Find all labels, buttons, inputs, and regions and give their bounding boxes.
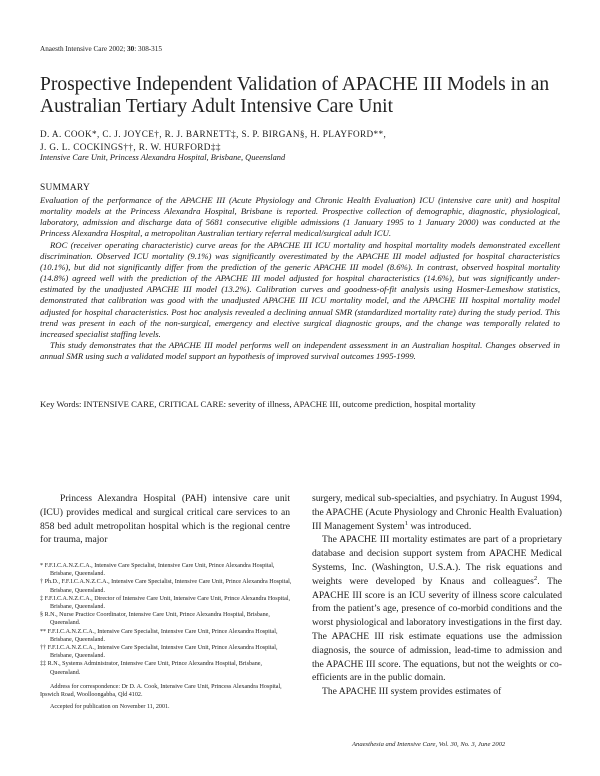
reference-marker: 1 — [404, 519, 409, 527]
correspondence-address: Address for correspondence: Dr D. A. Cook, Intensive Care Unit, Princess Alexandra Hospital, Ipswich Road, Woolloongabba, Qld 4102. — [40, 683, 282, 699]
page-footer: Anaesthesia and Intensive Care, Vol. 30, No. 3, June 2002 — [352, 741, 506, 748]
body-column-left — [40, 492, 290, 547]
abstract-paragraph-1: Evaluation of the performance of the APACHE III (Acute Physiology and Chronic Health Evaluation) ICU (intensive care unit) and hospital mortality models at the Princess Alexandra Hospital, Brisbane is reported. Prospective collection of demographic, diagnostic, physiological, laboratory, admission and discharge data of 5681 consecutive eligible admissions (1 January 1995 to 1 January 2000) was conducted at the Princess Alexandra Hospital, a metropolitan Australian tertiary referral medical/surgical adult ICU. — [40, 195, 560, 239]
body-paragraph-1 — [312, 492, 562, 533]
body-paragraph-2 — [312, 533, 562, 685]
reference-marker: 2 — [533, 574, 538, 582]
author-line-2: J. G. L. COCKINGS††, R. W. HURFORD‡‡ — [40, 141, 221, 152]
accepted-date: Accepted for publication on November 11, 2001. — [50, 704, 170, 711]
footnote: † Ph.D., F.F.I.C.A.N.Z.C.A., Intensive Care Specialist, Intensive Care Unit, Prince Alexandra Hospital, Brisbane, Queensland. — [40, 579, 292, 594]
summary-heading: SUMMARY — [40, 183, 91, 193]
author-footnotes — [40, 562, 292, 711]
affiliation: Intensive Care Unit, Princess Alexandra Hospital, Brisbane, Queensland — [40, 153, 286, 162]
abstract-paragraph-3: This study demonstrates that the APACHE III model performs well on independent assessment in an Australian hospital. Changes observed in annual SMR using such a validated model support an hypothesis of improved survival outcomes 1995-1999. — [40, 340, 560, 362]
footnote: ‡‡ R.N., Systems Administrator, Intensive Care Unit, Prince Alexandra Hospital, Brisbane, Queensland. — [40, 661, 262, 676]
author-list — [40, 128, 560, 153]
body-paragraph-1-text: surgery, medical sub-specialties, and psychiatry. In August 1994, the APACHE (Acute Physiology and Chronic Health Evaluation) III Management System — [312, 493, 562, 532]
footnote: †† F.F.I.C.A.N.Z.C.A., Intensive Care Specialist, Intensive Care Unit, Prince Alexandra Hospital, Brisbane, Queensland. — [40, 645, 278, 660]
keywords: Key Words: INTENSIVE CARE, CRITICAL CARE: severity of illness, APACHE III, outcome prediction, hospital mortality — [40, 399, 476, 409]
footnote: ** F.F.I.C.A.N.Z.C.A., Intensive Care Specialist, Intensive Care Unit, Prince Alexandra Hospital, Brisbane, Queensland. — [40, 628, 278, 643]
article-title: Prospective Independent Validation of APACHE III Models in an Australian Tertiary Adult Intensive Care Unit — [40, 74, 550, 117]
abstract-paragraph-2: ROC (receiver operating characteristic) curve areas for the APACHE III ICU mortality and hospital mortality models demonstrated excellent discrimination. Observed ICU mortality (9.1%) was significantly overestimated by the APACHE III model adjusted for hospital characteristics (10.1%), but did not significantly differ from the prediction of the generic APACHE III model (8.6%). In contrast, observed hospital mortality (14.8%) agreed well with the prediction of the APACHE III model adjusted for hospital characteristics (14.6%), but was significantly under-estimated by the unadjusted APACHE III model (13.2%). Calibration curves and goodness-of-fit analysis using Hosmer-Lemeshow statistics, demonstrated that calibration was good with the unadjusted APACHE III ICU mortality model, and the APACHE III hospital mortality model adjusted for hospital characteristics. Post hoc analysis revealed a declining annual SMR (standardized mortality rate) during the study period. This trend was present in each of the non-surgical, emergency and elective surgical diagnostic groups, and the change was temporally related to increased specialist staffing levels. — [40, 239, 560, 339]
footnote: * F.F.I.C.A.N.Z.C.A., Intensive Care Specialist, Intensive Care Unit, Prince Alexandra Hospital, Brisbane, Queensland. — [40, 563, 275, 578]
body-paragraph-3: The APACHE III system provides estimates of — [322, 686, 502, 698]
footnote: ‡ F.F.I.C.A.N.Z.C.A., Director of Intensive Care Unit, Intensive Care Unit, Prince Alexandra Hospital, Brisbane, Queensland. — [40, 595, 291, 611]
journal-pages: : 308-315 — [134, 45, 162, 53]
journal-volume: 30 — [127, 45, 135, 53]
journal-prefix: Anaesth Intensive Care 2002; — [40, 45, 128, 53]
body-column-right — [312, 492, 562, 699]
body-paragraph-2-end: . The APACHE III score is an ICU severity of illness score calculated from the patient’s age, presence of co-morbid conditions and the worst physiological and laboratory investigations in the first day. The APACHE III risk estimate equations use the admission diagnosis, the source of admission, lead-time to admission and the APACHE III score. The equations, but not the weights or co-efficients are in the public domain. — [312, 575, 562, 684]
journal-citation — [40, 45, 162, 53]
author-line-1: D. A. COOK*, C. J. JOYCE†, R. J. BARNETT‡, S. P. BIRGAN§, H. PLAYFORD**, — [40, 129, 387, 139]
footnote: § R.N., Nurse Practice Coordinator, Intensive Care Unit, Prince Alexandra Hospital, Brisbane, Queensland. — [40, 612, 270, 627]
intro-paragraph: Princess Alexandra Hospital (PAH) intensive care unit (ICU) provides medical and surgical critical care services to an 858 bed adult metropolitan hospital which is the regional centre for trauma, major — [40, 493, 290, 546]
body-paragraph-1-end: was introduced. — [408, 520, 472, 532]
abstract — [40, 195, 560, 362]
body-paragraph-2-text: The APACHE III mortality estimates are part of a proprietary database and decision support system from APACHE Medical Systems, Inc. (Washington, U.S.A.). The risk equations and weights were developed by Knaus and colleagues — [312, 534, 562, 587]
